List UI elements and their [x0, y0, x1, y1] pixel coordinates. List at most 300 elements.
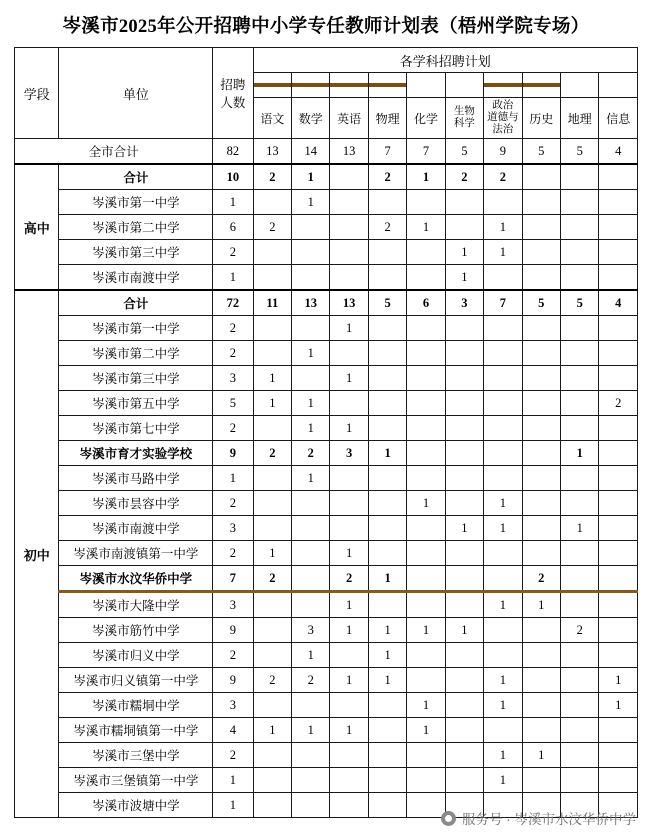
subject-value-2	[330, 466, 368, 491]
marker-bar	[484, 83, 521, 87]
subject-value-3	[368, 592, 406, 618]
subject-value-4: 6	[407, 290, 445, 316]
city-total-value-8: 5	[560, 139, 598, 165]
subject-value-1: 1	[292, 643, 330, 668]
city-total-value-1: 14	[292, 139, 330, 165]
header-subject-0	[253, 98, 291, 139]
subject-value-5	[445, 718, 483, 743]
subject-value-9	[599, 491, 638, 516]
city-total-value-6: 9	[484, 139, 522, 165]
subject-marker-0	[253, 73, 291, 98]
unit-cell: 岑溪市波塘中学	[59, 793, 213, 818]
subject-value-5	[445, 668, 483, 693]
hire-count-cell: 7	[213, 566, 253, 592]
subject-value-3	[368, 190, 406, 215]
header-subject-7	[522, 98, 560, 139]
subject-value-8	[560, 190, 598, 215]
subject-value-4: 1	[407, 215, 445, 240]
subject-value-4: 1	[407, 164, 445, 190]
hire-count-cell: 1	[213, 768, 253, 793]
subject-value-6: 1	[484, 215, 522, 240]
unit-cell: 岑溪市马路中学	[59, 466, 213, 491]
subject-value-2: 1	[330, 416, 368, 441]
subject-value-2	[330, 265, 368, 291]
subject-value-6: 1	[484, 768, 522, 793]
table-row	[15, 466, 638, 491]
subject-value-3	[368, 541, 406, 566]
subject-value-7	[522, 491, 560, 516]
table-row	[15, 491, 638, 516]
hire-count-cell: 3	[213, 693, 253, 718]
header-subject-group: 各学科招聘计划	[253, 48, 637, 73]
page-title: 岑溪市2025年公开招聘中小学专任教师计划表（梧州学院专场）	[62, 17, 590, 37]
stage-cell-0: 高中	[15, 164, 59, 290]
subject-value-7	[522, 164, 560, 190]
subject-value-1	[292, 265, 330, 291]
subject-value-5	[445, 768, 483, 793]
subject-value-8	[560, 265, 598, 291]
watermark-label: 服务号 · 岑溪市水汶华侨中学	[462, 812, 636, 827]
marker-bar	[292, 83, 329, 87]
subject-value-9	[599, 366, 638, 391]
subject-label-line1: 英语	[337, 111, 362, 126]
subject-value-6	[484, 618, 522, 643]
subject-value-7	[522, 215, 560, 240]
subject-value-0: 1	[253, 366, 291, 391]
subject-value-8	[560, 643, 598, 668]
table-row	[15, 743, 638, 768]
subject-value-0: 2	[253, 164, 291, 190]
subject-value-9	[599, 164, 638, 190]
subject-value-5: 1	[445, 265, 483, 291]
subject-value-7	[522, 316, 560, 341]
subject-value-2: 1	[330, 668, 368, 693]
unit-cell: 岑溪市第二中学	[59, 341, 213, 366]
subject-value-3: 2	[368, 215, 406, 240]
subject-value-9	[599, 441, 638, 466]
subject-value-0	[253, 240, 291, 265]
table-row	[15, 290, 638, 316]
subject-value-7	[522, 643, 560, 668]
hire-count-cell: 1	[213, 190, 253, 215]
subject-value-1: 1	[292, 341, 330, 366]
header-hire-count-line1: 招聘	[220, 78, 246, 92]
hire-count-cell: 2	[213, 541, 253, 566]
subject-value-0	[253, 643, 291, 668]
subject-label-line2: 道德与	[487, 112, 519, 124]
subject-value-9	[599, 516, 638, 541]
subject-value-1	[292, 215, 330, 240]
subject-value-4	[407, 768, 445, 793]
subject-label-line1: 数学	[298, 111, 323, 126]
marker-bar	[369, 83, 406, 87]
subject-value-7	[522, 341, 560, 366]
table-row	[15, 541, 638, 566]
subject-value-4	[407, 316, 445, 341]
table-row	[15, 718, 638, 743]
hire-count-cell: 1	[213, 466, 253, 491]
subject-value-5	[445, 491, 483, 516]
city-total-row	[15, 139, 638, 165]
subject-value-4	[407, 466, 445, 491]
subject-value-3: 1	[368, 566, 406, 592]
subject-label-line1: 政治	[492, 100, 514, 112]
subject-value-9: 4	[599, 290, 638, 316]
hire-count-cell: 9	[213, 618, 253, 643]
header-subject-1	[292, 98, 330, 139]
subject-value-0	[253, 768, 291, 793]
subject-value-1: 1	[292, 190, 330, 215]
subject-value-2	[330, 391, 368, 416]
hire-count-cell: 2	[213, 416, 253, 441]
subject-value-1	[292, 240, 330, 265]
subject-label-line1: 语文	[260, 111, 285, 126]
table-row	[15, 516, 638, 541]
subject-value-8: 2	[560, 618, 598, 643]
subject-value-4	[407, 743, 445, 768]
subject-marker-1	[292, 73, 330, 98]
subject-value-8	[560, 215, 598, 240]
subject-value-3	[368, 416, 406, 441]
table-row	[15, 164, 638, 190]
subject-value-3	[368, 768, 406, 793]
header-subject-9	[599, 98, 638, 139]
header-subject-4	[407, 98, 445, 139]
subject-marker-5	[445, 73, 483, 98]
subject-value-2: 1	[330, 592, 368, 618]
unit-cell: 岑溪市南渡中学	[59, 516, 213, 541]
subject-value-2	[330, 341, 368, 366]
subject-value-3	[368, 391, 406, 416]
subject-value-7	[522, 693, 560, 718]
city-total-hire: 82	[213, 139, 253, 165]
subject-value-5	[445, 566, 483, 592]
subject-value-7	[522, 541, 560, 566]
subject-marker-3	[368, 73, 406, 98]
subject-value-7	[522, 190, 560, 215]
subject-value-4	[407, 190, 445, 215]
subject-value-6	[484, 466, 522, 491]
subject-value-9	[599, 240, 638, 265]
unit-cell: 岑溪市南渡中学	[59, 265, 213, 291]
subject-value-4	[407, 240, 445, 265]
hire-count-cell: 9	[213, 668, 253, 693]
subject-value-8	[560, 164, 598, 190]
subject-value-0	[253, 743, 291, 768]
subject-value-3: 1	[368, 643, 406, 668]
subject-value-1	[292, 592, 330, 618]
subject-value-6	[484, 566, 522, 592]
unit-cell: 岑溪市第三中学	[59, 240, 213, 265]
subject-value-7	[522, 366, 560, 391]
subject-value-8	[560, 466, 598, 491]
subject-value-0: 11	[253, 290, 291, 316]
subject-value-5	[445, 693, 483, 718]
unit-cell: 岑溪市第三中学	[59, 366, 213, 391]
subject-value-6	[484, 541, 522, 566]
header-stage: 学段	[15, 48, 59, 139]
subject-value-0	[253, 416, 291, 441]
subject-value-4	[407, 416, 445, 441]
header-subject-3	[368, 98, 406, 139]
subject-value-8	[560, 240, 598, 265]
subject-value-3: 1	[368, 441, 406, 466]
subject-value-9	[599, 718, 638, 743]
hire-count-cell: 9	[213, 441, 253, 466]
table-row	[15, 618, 638, 643]
table-row	[15, 668, 638, 693]
watermark	[441, 808, 636, 828]
table-row	[15, 643, 638, 668]
subject-value-8	[560, 668, 598, 693]
table-row	[15, 240, 638, 265]
subject-value-7	[522, 768, 560, 793]
subject-value-0: 2	[253, 566, 291, 592]
subject-value-5	[445, 592, 483, 618]
subject-value-6	[484, 441, 522, 466]
subject-value-9	[599, 618, 638, 643]
subject-value-3	[368, 466, 406, 491]
subject-value-6: 2	[484, 164, 522, 190]
subject-value-3: 2	[368, 164, 406, 190]
subject-value-7	[522, 668, 560, 693]
table-row	[15, 316, 638, 341]
subject-value-5	[445, 416, 483, 441]
subject-value-3	[368, 366, 406, 391]
subject-value-8	[560, 566, 598, 592]
subject-value-1: 3	[292, 618, 330, 643]
subject-value-8	[560, 718, 598, 743]
subject-value-8	[560, 491, 598, 516]
hire-count-cell: 5	[213, 391, 253, 416]
table-row	[15, 768, 638, 793]
subject-value-0	[253, 491, 291, 516]
unit-cell: 岑溪市第五中学	[59, 391, 213, 416]
subject-marker-6	[484, 73, 522, 98]
subject-value-5	[445, 316, 483, 341]
hire-count-cell: 6	[213, 215, 253, 240]
subject-value-7	[522, 416, 560, 441]
subject-value-4: 1	[407, 693, 445, 718]
hire-count-cell: 2	[213, 491, 253, 516]
hire-count-cell: 1	[213, 265, 253, 291]
hire-count-cell: 3	[213, 592, 253, 618]
subject-value-1	[292, 541, 330, 566]
subject-value-4: 1	[407, 491, 445, 516]
subject-value-5	[445, 541, 483, 566]
subject-value-9	[599, 265, 638, 291]
subject-value-0	[253, 592, 291, 618]
hire-count-cell: 1	[213, 793, 253, 818]
subject-value-6	[484, 265, 522, 291]
subject-value-2: 1	[330, 718, 368, 743]
subject-value-4	[407, 366, 445, 391]
subject-value-0	[253, 190, 291, 215]
table-row	[15, 265, 638, 291]
subject-value-7	[522, 441, 560, 466]
unit-cell: 岑溪市筋竹中学	[59, 618, 213, 643]
subject-value-8	[560, 366, 598, 391]
subject-value-4	[407, 592, 445, 618]
unit-cell: 岑溪市归义镇第一中学	[59, 668, 213, 693]
subject-value-6	[484, 341, 522, 366]
unit-cell: 岑溪市育才实验学校	[59, 441, 213, 466]
subject-value-1	[292, 793, 330, 818]
subject-value-0	[253, 265, 291, 291]
hire-count-cell: 4	[213, 718, 253, 743]
subject-value-1: 1	[292, 466, 330, 491]
subject-value-1	[292, 566, 330, 592]
city-total-value-2: 13	[330, 139, 368, 165]
subject-value-0: 2	[253, 215, 291, 240]
subject-value-8	[560, 391, 598, 416]
header-row-top	[15, 48, 638, 73]
subject-value-4	[407, 341, 445, 366]
subject-marker-9	[599, 73, 638, 98]
subject-value-8	[560, 592, 598, 618]
subject-value-8	[560, 693, 598, 718]
unit-cell: 岑溪市第一中学	[59, 316, 213, 341]
subject-value-9	[599, 743, 638, 768]
header-subject-6	[484, 98, 522, 139]
subject-value-4	[407, 566, 445, 592]
subject-value-3: 1	[368, 668, 406, 693]
subject-value-3	[368, 516, 406, 541]
subject-value-2: 1	[330, 366, 368, 391]
subject-value-6	[484, 391, 522, 416]
subject-value-6: 1	[484, 743, 522, 768]
subject-value-0: 2	[253, 668, 291, 693]
subject-value-9	[599, 416, 638, 441]
subject-value-5: 2	[445, 164, 483, 190]
subject-value-8	[560, 416, 598, 441]
subject-value-8	[560, 743, 598, 768]
subject-value-1	[292, 743, 330, 768]
subject-value-2: 1	[330, 541, 368, 566]
subject-value-2: 13	[330, 290, 368, 316]
header-subject-8	[560, 98, 598, 139]
table-row	[15, 693, 638, 718]
subject-value-8	[560, 541, 598, 566]
subject-value-4	[407, 516, 445, 541]
subject-value-2	[330, 190, 368, 215]
city-total-value-9: 4	[599, 139, 638, 165]
recruitment-plan-table	[14, 47, 638, 818]
subject-value-2	[330, 491, 368, 516]
subject-value-2	[330, 743, 368, 768]
subject-value-1	[292, 491, 330, 516]
subject-value-6	[484, 718, 522, 743]
subject-label-line3: 法治	[492, 123, 514, 135]
subject-value-5	[445, 215, 483, 240]
subject-value-9: 1	[599, 693, 638, 718]
hire-count-cell: 2	[213, 240, 253, 265]
subject-value-1: 1	[292, 718, 330, 743]
subject-value-5	[445, 190, 483, 215]
unit-cell: 岑溪市南渡镇第一中学	[59, 541, 213, 566]
subject-value-1: 1	[292, 391, 330, 416]
subject-value-2	[330, 768, 368, 793]
table-row	[15, 416, 638, 441]
subject-label-line1: 历史	[529, 111, 554, 126]
header-subject-2	[330, 98, 368, 139]
subject-value-1	[292, 316, 330, 341]
subject-marker-7	[522, 73, 560, 98]
subject-value-2: 2	[330, 566, 368, 592]
subject-value-6: 7	[484, 290, 522, 316]
unit-cell: 岑溪市昙容中学	[59, 491, 213, 516]
subject-value-1	[292, 366, 330, 391]
subject-value-2	[330, 693, 368, 718]
subject-value-7	[522, 718, 560, 743]
subject-value-9	[599, 190, 638, 215]
subject-value-9: 1	[599, 668, 638, 693]
subject-marker-8	[560, 73, 598, 98]
subject-value-1: 1	[292, 164, 330, 190]
hire-count-cell: 3	[213, 366, 253, 391]
subject-value-5	[445, 643, 483, 668]
subject-value-1: 13	[292, 290, 330, 316]
subject-value-4: 1	[407, 618, 445, 643]
subject-value-5	[445, 743, 483, 768]
hire-count-cell: 10	[213, 164, 253, 190]
unit-cell: 岑溪市三堡镇第一中学	[59, 768, 213, 793]
subject-value-2: 1	[330, 618, 368, 643]
subject-value-0	[253, 516, 291, 541]
subject-value-5	[445, 391, 483, 416]
subject-value-6	[484, 643, 522, 668]
subject-value-2	[330, 643, 368, 668]
subject-value-5	[445, 466, 483, 491]
subject-value-3	[368, 743, 406, 768]
subject-marker-4	[407, 73, 445, 98]
header-hire-count-line2: 人数	[220, 96, 246, 110]
subject-value-6	[484, 316, 522, 341]
subject-value-0: 1	[253, 541, 291, 566]
subject-value-4	[407, 265, 445, 291]
subject-value-0	[253, 466, 291, 491]
subject-value-0	[253, 618, 291, 643]
hire-count-cell: 2	[213, 341, 253, 366]
subject-value-0	[253, 341, 291, 366]
subject-value-3: 1	[368, 618, 406, 643]
subject-value-5	[445, 441, 483, 466]
subject-value-9: 2	[599, 391, 638, 416]
subject-value-6: 1	[484, 491, 522, 516]
subject-value-0: 1	[253, 391, 291, 416]
unit-cell: 岑溪市糯垌镇第一中学	[59, 718, 213, 743]
header-hire-count	[213, 48, 253, 139]
subject-value-7: 2	[522, 566, 560, 592]
subject-value-3	[368, 240, 406, 265]
subject-value-8	[560, 768, 598, 793]
subject-value-2	[330, 215, 368, 240]
subject-value-3	[368, 265, 406, 291]
subject-value-9	[599, 643, 638, 668]
header-unit: 单位	[59, 48, 213, 139]
table-row	[15, 366, 638, 391]
table-row	[15, 441, 638, 466]
unit-cell: 岑溪市糯垌中学	[59, 693, 213, 718]
table-row	[15, 391, 638, 416]
subject-value-5: 1	[445, 516, 483, 541]
subject-value-0: 1	[253, 718, 291, 743]
subject-value-7: 1	[522, 743, 560, 768]
subject-value-3	[368, 491, 406, 516]
subject-value-8	[560, 316, 598, 341]
unit-cell: 岑溪市水汶华侨中学	[59, 566, 213, 592]
subject-value-9	[599, 341, 638, 366]
